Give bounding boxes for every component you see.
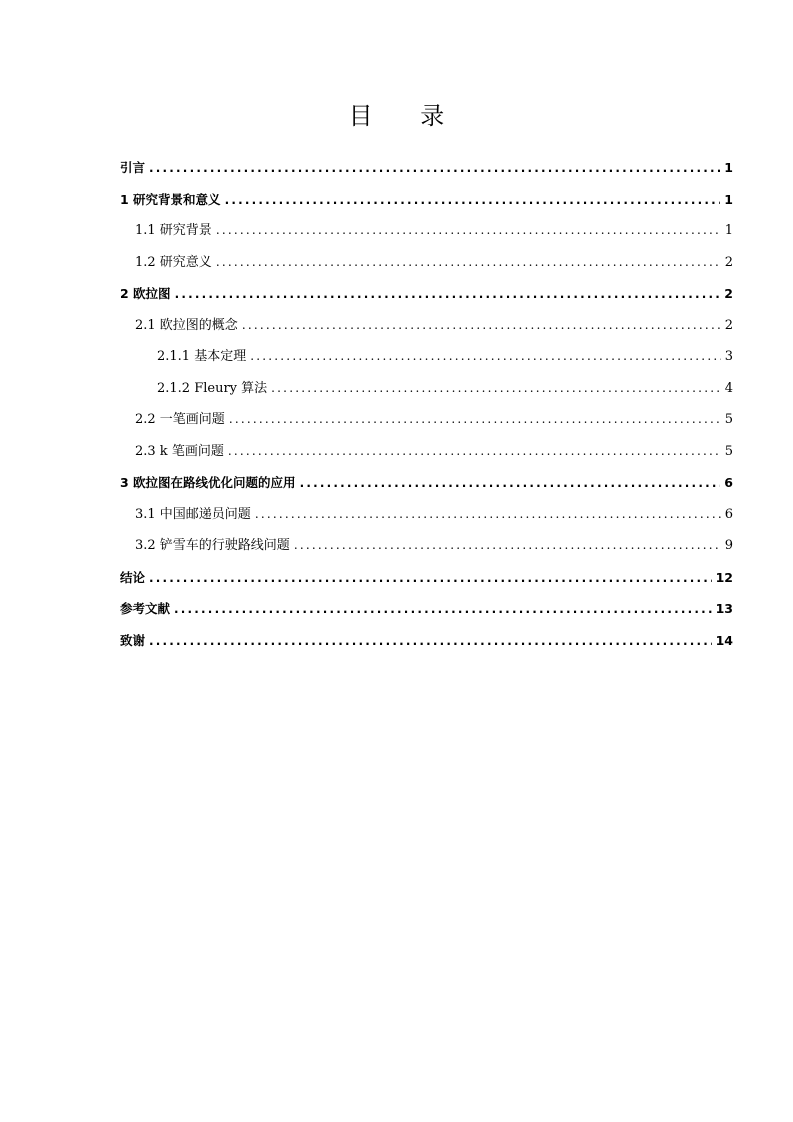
toc-entry[interactable] [120, 373, 733, 405]
toc-page-number: 12 [715, 569, 733, 585]
toc-entry[interactable] [120, 184, 733, 216]
toc-entry-label[interactable]: 3.1 中国邮递员问题 [135, 506, 251, 522]
toc-entry-label[interactable]: 致谢 [120, 632, 146, 648]
toc-entry-label[interactable]: 2 欧拉图 [120, 286, 171, 301]
toc-entry[interactable] [120, 247, 733, 279]
toc-entry-label[interactable]: 2.1.2 Fleury 算法 [157, 380, 268, 396]
toc-entry-label[interactable]: 结论 [120, 569, 146, 585]
toc-dot-leader [149, 153, 720, 185]
toc-entry-label[interactable]: 2.3 k 笔画问题 [135, 443, 224, 459]
toc-dot-leader [216, 215, 721, 247]
toc-dot-leader [149, 626, 712, 658]
toc-entry-label[interactable]: 2.1 欧拉图的概念 [135, 317, 238, 333]
toc-page-number: 2 [724, 286, 733, 301]
toc-entry-label[interactable]: 2.1.1 基本定理 [157, 349, 247, 364]
toc-entry[interactable] [120, 467, 733, 499]
toc-entry[interactable] [120, 593, 733, 625]
toc-entry-label[interactable]: 1.2 研究意义 [135, 254, 212, 270]
toc-page-number: 14 [715, 632, 733, 648]
toc-entry[interactable] [120, 341, 733, 373]
toc-dot-leader [242, 310, 721, 342]
toc-page-number: 2 [724, 317, 733, 333]
table-of-contents [120, 152, 733, 656]
toc-dot-leader [149, 563, 712, 595]
toc-title: 目 录 [348, 102, 465, 130]
toc-dot-leader [225, 185, 721, 217]
toc-entry-label[interactable]: 1.1 研究背景 [135, 223, 212, 238]
toc-dot-leader [228, 436, 721, 468]
toc-dot-leader [175, 279, 721, 311]
toc-entry[interactable] [120, 310, 733, 342]
toc-entry[interactable] [120, 499, 733, 531]
toc-page-number: 5 [724, 412, 733, 427]
toc-page-number: 1 [724, 160, 733, 175]
toc-page-number: 9 [724, 538, 733, 553]
toc-entry[interactable] [120, 215, 733, 247]
toc-entry-label[interactable]: 参考文献 [120, 601, 171, 616]
toc-entry[interactable] [120, 562, 733, 594]
toc-entry[interactable] [120, 404, 733, 436]
toc-entry-label[interactable]: 引言 [120, 160, 146, 175]
toc-dot-leader [229, 404, 721, 436]
toc-page-number: 3 [724, 349, 733, 364]
toc-entry[interactable] [120, 530, 733, 562]
toc-dot-leader [271, 373, 721, 405]
toc-page-number: 2 [724, 254, 733, 270]
toc-dot-leader [174, 594, 712, 626]
toc-entry[interactable] [120, 152, 733, 184]
toc-page-number: 6 [724, 475, 733, 490]
toc-entry[interactable] [120, 278, 733, 310]
toc-entry-label[interactable]: 3.2 铲雪车的行驶路线问题 [135, 538, 290, 553]
toc-page-number: 5 [724, 443, 733, 459]
toc-dot-leader [294, 530, 721, 562]
toc-page-number: 1 [724, 191, 733, 207]
toc-entry-label[interactable]: 2.2 一笔画问题 [135, 412, 225, 427]
toc-entry-label[interactable]: 1 研究背景和意义 [120, 191, 221, 207]
toc-dot-leader [216, 247, 721, 279]
toc-dot-leader [255, 499, 721, 531]
toc-entry[interactable] [120, 625, 733, 657]
toc-page-number: 13 [715, 601, 733, 616]
toc-dot-leader [250, 341, 721, 373]
toc-entry-label[interactable]: 3 欧拉图在路线优化问题的应用 [120, 475, 296, 490]
toc-page-number: 1 [724, 223, 733, 238]
toc-page-number: 6 [724, 506, 733, 522]
toc-page-number: 4 [724, 380, 733, 396]
toc-entry[interactable] [120, 436, 733, 468]
toc-dot-leader [300, 468, 721, 500]
